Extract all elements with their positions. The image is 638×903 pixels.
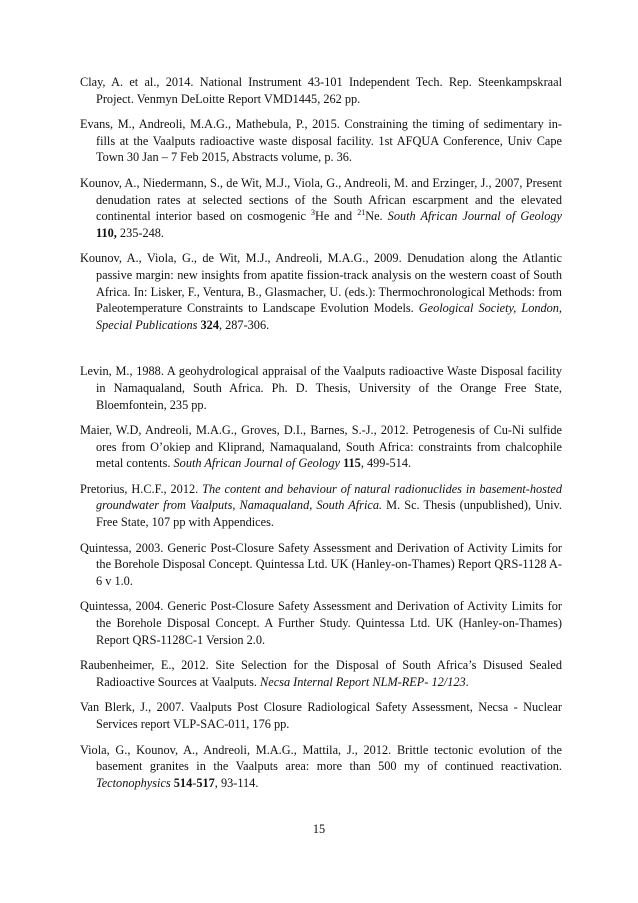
reference-maier-2012: Maier, W.D, Andreoli, M.A.G., Groves, D.I., Barnes, S.-J., 2012. Petrogenesis of Cu-Ni sulfide ores from O’okiep and Kliprand, Namaqualand, South Africa: constraints from chalcophile metal contents. South African Journal of Geology 115, 499-514.: [80, 423, 562, 471]
reference-van-blerk-2007: Van Blerk, J., 2007. Vaalputs Post Closure Radiological Safety Assessment, Necsa - Nuclear Services report VLP-SAC-011, 176 pp.: [80, 700, 562, 731]
page-number: 15: [312, 822, 326, 836]
reference-quintessa-2004: Quintessa, 2004. Generic Post-Closure Safety Assessment and Derivation of Activity Limits for the Borehole Disposal Concept. A Further Study. Quintessa Ltd. UK (Hanley-on-Thames) Report QRS-1128C-1 Version 2.0.: [80, 599, 562, 647]
reference-list: [80, 74, 562, 800]
reference-kounov-2007: Kounov, A., Niedermann, S., de Wit, M.J., Viola, G., Andreoli, M. and Erzinger, J., 2007, Present denudation rates at selected sections of the South African escarpment and the elevated continental interior based on cosmogenic $^3$He and $^{21}$Ne. South African Journal of Geology 110, 235-248.: [80, 175, 562, 240]
reference-evans-2015: Evans, M., Andreoli, M.A.G., Mathebula, P., 2015. Constraining the timing of sedimentary in-fills at the Vaalputs radioactive waste disposal facility. 1st AFQUA Conference, Univ Cape Town 30 Jan – 7 Feb 2015, Abstracts volume, p. 36.: [80, 117, 562, 165]
reference-quintessa-2003: Quintessa, 2003. Generic Post-Closure Safety Assessment and Derivation of Activity Limits for the Borehole Disposal Concept. Quintessa Ltd. UK (Hanley-on-Thames) Report QRS-1128 A-6 v 1.0.: [80, 540, 562, 588]
reference-raubenheimer-2012: Raubenheimer, E., 2012. Site Selection for the Disposal of South Africa’s Disused Sealed Radioactive Sources at Vaalputs. Necsa Internal Report NLM-REP- 12/123.: [80, 658, 562, 689]
reference-kounov-2009: Kounov, A., Viola, G., de Wit, M.J., Andreoli, M.A.G., 2009. Denudation along the Atlantic passive margin: new insights from apatite fission-track analysis on the western coast of South Africa. In: Lisker, F., Ventura, B., Glasmacher, U. (eds.): Thermochronological Methods: from Paleotemperature Constraints to Landscape Evolution Models. Geological Society, London, Special Publications 324, 287-306.: [80, 251, 563, 332]
reference-viola-2012: Viola, G., Kounov, A., Andreoli, M.A.G., Mattila, J., 2012. Brittle tectonic evolution of the basement granites in the Vaalputs area: more than 500 my of continued reactivation. Tectonophysics 514-517, 93-114.: [80, 742, 562, 790]
reference-clay-2014: Clay, A. et al., 2014. National Instrument 43-101 Independent Tech. Rep. Steenkampskraal Project. Venmyn DeLoitte Report VMD1445, 262 pp.: [80, 75, 562, 106]
reference-levin-1988: Levin, M., 1988. A geohydrological appraisal of the Vaalputs radioactive Waste Disposal facility in Namaqualand, South Africa. Ph. D. Thesis, University of the Orange Free State, Bloemfontein, 235 pp.: [80, 364, 562, 412]
reference-pretorius-2012: Pretorius, H.C.F., 2012. The content and behaviour of natural radionuclides in basement-hosted groundwater from Vaalputs, Namaqualand, South Africa. M. Sc. Thesis (unpublished), Univ. Free State, 107 pp with Appendices.: [80, 481, 562, 530]
